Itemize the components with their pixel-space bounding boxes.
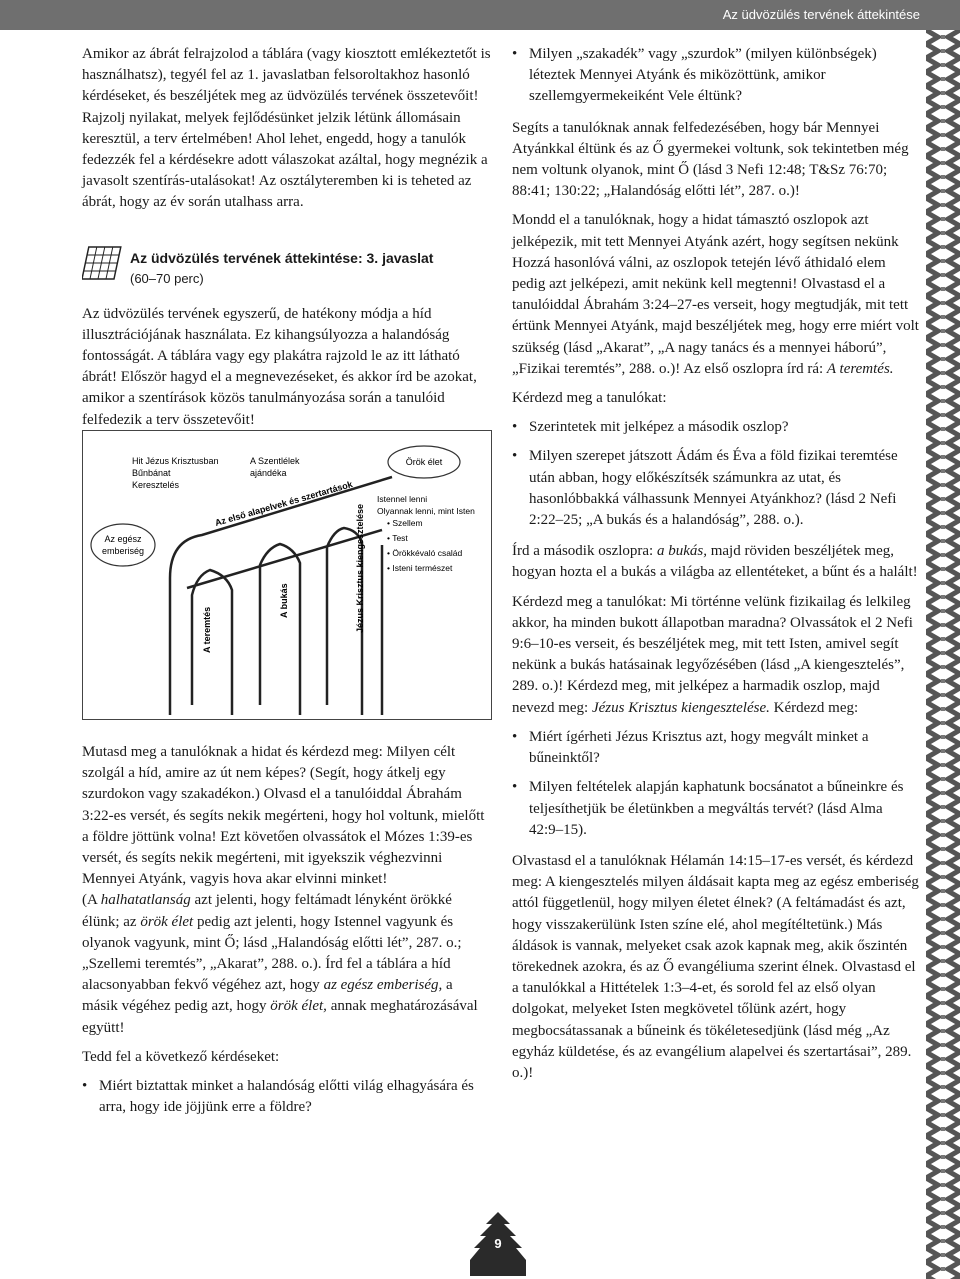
diagram-label-eternal-life: Örök élet — [405, 457, 443, 467]
right-paragraph-3: Írd a második oszlopra: a bukás, majd röviden beszéljétek meg, hogyan hozta el a bukás a világba az ellentéteket, a bűnt és a halált! — [512, 543, 918, 581]
section-heading — [82, 244, 492, 290]
diagram-bullet-divine-nature: Isteni természet — [392, 563, 453, 573]
right-top-bullets — [512, 44, 920, 108]
decorative-border — [926, 30, 960, 1279]
ask-paragraph: Tedd fel a következő kérdéseket: — [82, 1048, 280, 1065]
diagram-bullet-list: • Szellem • Test • Örökkévaló család • Isteni természet — [387, 518, 463, 573]
list-item: • Milyen feltételek alapján kaphatunk bocsánatot a bűneinkre és teljesíthetjük be életünkben a megváltás tervét? (lásd Alma 42:9–15). — [512, 777, 920, 841]
diagram-label-be-with-god: Istennel lenni — [377, 494, 428, 504]
grid-icon — [82, 246, 122, 280]
right-paragraph-1: Segíts a tanulóknak annak felfedezésében, hogy bár Mennyei Atyánkkal éltünk és az Ő gyermekei voltunk, sok tekintetben még nem voltunk olyanok, mint Ő (lásd 3 Nefi 12:48; T&Sz 76:70; 88:41; 130:22; „Halandóság előtti lét”, 287. o.)! — [512, 119, 909, 200]
diagram-label-mankind: Az egész — [104, 534, 142, 544]
diagram-label-faith: Hit Jézus Krisztusban — [132, 456, 219, 466]
left-bullet-list — [82, 1076, 492, 1118]
immortality-paragraph: (A halhatatlanság azt jelenti, hogy feltámadt lényként örökké élünk; az örök élet pedig azt jelenti, hogy Istennel vagyunk és olyanok vagyunk, mint Ő; lásd „Halandóság előtti lét”, 287. o.; „Szellemi teremtés”, „Akarat”, 288. o.). Írd fel a táblára a híd alacsonyabban fekvő végéhez azt, hogy az egész emberiség, a másik végéhez pedig azt, hogy örök élet, annak meghatározásával együtt! — [82, 892, 478, 1036]
diagram-label-mankind-2: emberiség — [101, 546, 145, 556]
header-bar — [0, 0, 960, 30]
intro-paragraph: Amikor az ábrát felrajzolod a táblára (vagy kiosztott emlékeztetőt is használhatsz), tegyél fel az 1. javaslatban felsoroltakhoz hasonló kérdéseket, és beszéljétek meg az üdvözülés tervének összetevőit! Rajzolj nyilakat, melyek fejlődésünket jelzik létünk állomásain keresztül, a terv értelmében! Ahol lehet, engedd, hogy a tanulók fedezzék fel a kérdésekre adott válaszokat azáltal, hogy megnézik a javasolt szentírás-utalásokat! Az osztályteremben ki is teheted az ábrát, hogy az év során utalhass arra. — [82, 46, 491, 211]
right-paragraph-4: Kérdezd meg a tanulókat: Mi történne velünk fizikailag és lelkileg akkor, ha minden bukott állapotban maradna? Olvassátok el 2 Nefi 9:6–10-es verseit, és beszéljétek meg, mit tett Isten, amivel segít nekünk a bukás hatásainak legyőzésében (lásd „A kiengesztelés”, 289. o.)! Kérdezd meg, mit jelképez a harmadik oszlop, majd nevezd meg: Jézus Krisztus kiengesztelése. Kérdezd meg: — [512, 593, 913, 716]
section-title: Az üdvözülés tervének áttekintése: 3. javaslat — [130, 249, 434, 266]
right-ask-1: Kérdezd meg a tanulókat: — [512, 390, 667, 407]
bridge-diagram — [82, 430, 492, 720]
diagram-label-road: Az első alapelvek és szertartások — [213, 479, 354, 528]
diagram-bullet-spirit: Szellem — [392, 518, 423, 528]
left-column-lower — [82, 742, 492, 1128]
diagram-label-baptism: Keresztelés — [132, 480, 180, 490]
diagram-label-be-like-god: Olyannak lenni, mint Isten — [377, 506, 475, 516]
diagram-pillar-fall: A bukás — [279, 583, 289, 618]
list-item: • Miért biztattak minket a halandóság előtti világ elhagyására és arra, hogy ide jöjjünk erre a földre? — [82, 1076, 492, 1118]
diagram-pillar-atonement: Jézus Krisztus kiengesztelése — [355, 503, 365, 633]
running-header-title: Az üdvözülés tervének áttekintése — [722, 7, 920, 22]
section-paragraph: Az üdvözülés tervének egyszerű, de hatékony módja a híd illusztrációjának használata. Ez kihangsúlyozza a halandóság fontosságát. A táblára vagy egy plakátra rajzold le az itt látható ábrát! Először hagyd el a megnevezéseket, és akkor írd be azokat, amikor a szentírások közös tanulmányozása során a tanulóid felfedezik a terv összetevőit! — [82, 305, 477, 428]
diagram-pillar-creation: A teremtés — [202, 606, 212, 653]
left-column — [82, 44, 492, 439]
diagram-bullet-body: Test — [392, 533, 408, 543]
page-number: 9 — [494, 1236, 502, 1251]
section-duration: (60–70 perc) — [130, 270, 204, 286]
diagram-label-holy-ghost: A Szentlélek — [250, 456, 300, 466]
bridge-paragraph: Mutasd meg a tanulóknak a hidat és kérdezd meg: Milyen célt szolgál a híd, amire az út nem képes? (Segít, hogy átkelj egy szurdokon vagy szakadékon.) Olvasd el a tanulóiddal Ábrahám 3:22-es versét, és segíts nekik megérteni, hogy hol voltunk, mielőtt a földre jöttünk volna! Ezt követően olvassátok el Mózes 1:39-es versét, és segíts nekik megérteni, mit igyekszik véghezvinni Mennyei Atyánk, vagyis hova akar elvinni minket! — [82, 744, 485, 888]
diagram-label-repentance: Bűnbánat — [132, 468, 171, 478]
right-paragraph-2: Mondd el a tanulóknak, hogy a hidat támasztó oszlopok azt jelképezik, mit tett Mennyei Atyánk azért, hogy segítsen nekünk Hozzá hasonlóvá válni, az oszlopok tetején lévő áthidaló elem pedig azt jelképezi, amit nekünk kell megtenni! Olvastasd el a tanulóiddal Ábrahám 3:24–27-es verseit, hogy megtudják, mit tett értünk Mennyei Atyánk, majd beszéljétek meg, hogy erre miért volt szükség (lásd „Akarat”, „A nagy tanács és a mennyei háború”, „Fizikai teremtés”, 288. o.)! Az első oszlopra írd rá: A teremtés. — [512, 212, 919, 377]
list-item: • Szerintetek mit jelképez a második oszlop? — [512, 417, 920, 438]
list-item: • Milyen „szakadék” vagy „szurdok” (milyen különbségek) léteztek Mennyei Atyánk és miközöttünk, amikor szellemgyermekeiként Vele éltünk? — [512, 44, 920, 108]
list-item: • Milyen szerepet játszott Ádám és Éva a föld fizikai teremtése után abban, hogy előkészítsék számunkra az utat, és hasonlóbbakká válhassunk Mennyei Atyánkhoz? (lásd 2 Nefi 2:22–25; „A bukás és a halandóság”, 288. o.). — [512, 446, 920, 531]
bridge-diagram-svg — [82, 430, 492, 720]
right-bullets-1 — [512, 417, 920, 531]
diagram-bullet-family: Örökkévaló család — [392, 548, 463, 558]
right-column — [512, 44, 920, 1092]
right-bullets-2 — [512, 727, 920, 841]
diagram-label-gift: ajándéka — [250, 468, 287, 478]
list-item: • Miért ígérheti Jézus Krisztus azt, hogy megvált minket a bűneinktől? — [512, 727, 920, 769]
right-paragraph-5: Olvastasd el a tanulóknak Hélamán 14:15–17-es versét, és kérdezd meg: A kiengesztelés milyen áldásait kapta meg az egész emberiség attól függetlenül, hogy milyen életet élnek? (A feltámadást és azt, hogy visszakerülünk Isten színe elé, ahol megítéltetünk.) Más áldások is vannak, melyeket csak azok kapnak meg, akik őszintén törekednek azokra, és az Ő evangéliuma szerint élnek. Olvastasd el a tanulókkal a Hittételek 1:3–4-et, és sorold fel az első olyan dolgokat, melyeket Isten megkövetel tőlünk azért, hogy megbocsátassanak a bűneink és tökéletesedjünk (lásd még „Az egyház küldetése, és az evangélium alapelvei és szertartásai”, 289. o.)! — [512, 852, 919, 1081]
